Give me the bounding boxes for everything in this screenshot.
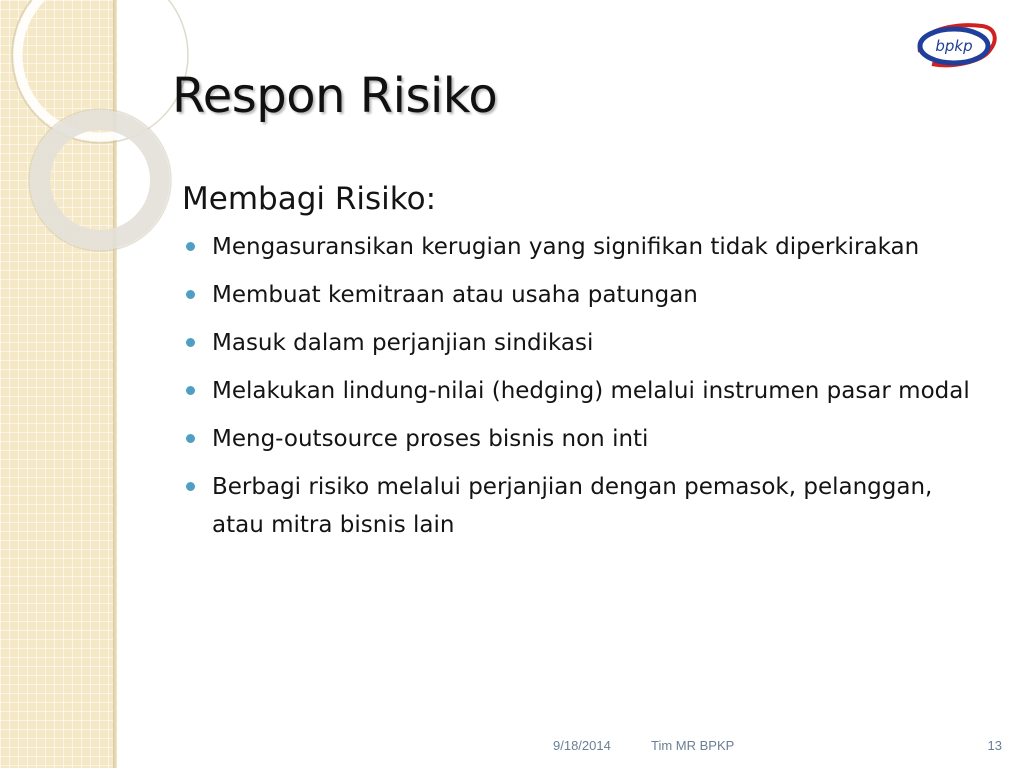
bullet-item: [182, 420, 972, 458]
slide-content: [182, 172, 972, 554]
bullet-text: Masuk dalam perjanjian sindikasi: [212, 330, 594, 356]
bullet-text: Meng-outsource proses bisnis non inti: [212, 426, 649, 452]
bullet-text: Membuat kemitraan atau usaha patungan: [212, 282, 698, 308]
svg-text:bpkp: bpkp: [935, 37, 973, 55]
bullet-item: [182, 228, 972, 266]
footer-text: Tim MR BPKP: [651, 738, 735, 753]
bullet-item: [182, 372, 972, 410]
bullet-dot-icon: [186, 482, 195, 491]
bullet-item: [182, 324, 972, 362]
bullet-list: [182, 228, 972, 544]
footer-date: 9/18/2014: [553, 738, 611, 753]
slide-number: 13: [987, 738, 1002, 753]
bullet-text: Berbagi risiko melalui perjanjian dengan pemasok, pelanggan, atau mitra bisnis lain: [212, 474, 933, 538]
bullet-dot-icon: [186, 434, 195, 443]
bpkp-logo-icon: [912, 20, 998, 70]
bullet-item: [182, 468, 972, 544]
bullet-dot-icon: [186, 242, 195, 251]
slide-title: Respon Risiko: [172, 68, 498, 124]
bullet-text: Melakukan lindung-nilai (hedging) melalui instrumen pasar modal: [212, 378, 970, 404]
bullet-text: Mengasuransikan kerugian yang signifikan tidak diperkirakan: [212, 234, 920, 260]
bullet-item: [182, 276, 972, 314]
bullet-dot-icon: [186, 386, 195, 395]
subheading: Membagi Risiko:: [182, 181, 437, 217]
bullet-dot-icon: [186, 338, 195, 347]
bullet-dot-icon: [186, 290, 195, 299]
